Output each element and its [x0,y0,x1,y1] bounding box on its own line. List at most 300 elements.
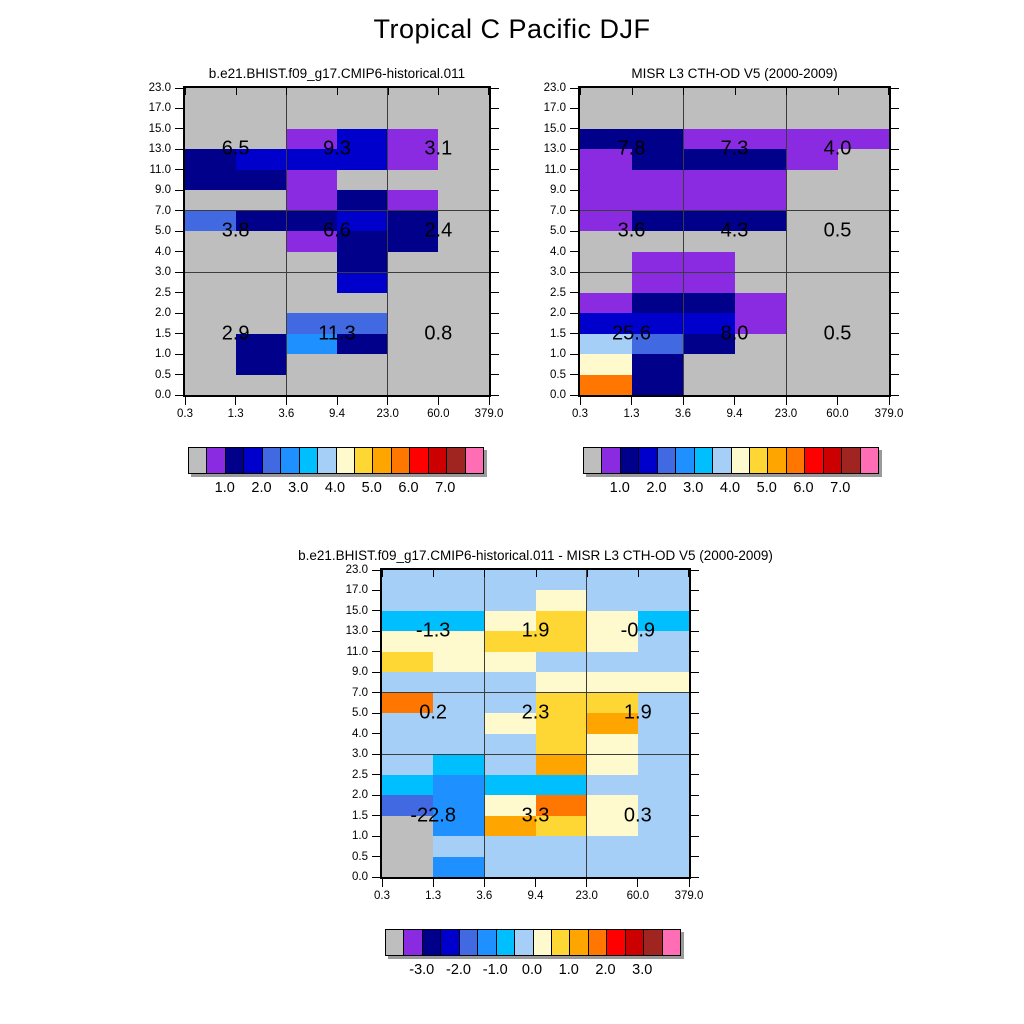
axis-tick [735,88,736,95]
section-value-label: 0.8 [424,322,453,345]
y-tick-label: 2.5 [155,286,171,299]
heatmap-cell [388,354,439,375]
y-tick-label: 17.0 [345,584,368,597]
axis-tick [175,128,183,129]
axis-tick [570,251,578,252]
heatmap-cell [382,652,434,673]
heatmap-cell [683,88,735,109]
heatmap-cell [337,170,388,191]
axis-tick [891,231,899,232]
heatmap-cell [286,88,337,109]
heatmap-cell [438,293,489,314]
axis-tick [372,815,380,816]
heatmap-cell [438,88,489,109]
heatmap-cell [580,293,632,314]
x-tick-label: 9.4 [527,890,544,902]
heatmap-cell [632,375,684,395]
colorbar-tick-label: 7.0 [435,480,456,496]
y-tick-label: 3.0 [155,266,171,279]
heatmap-cell [286,190,337,211]
grid-line [786,88,787,395]
axis-tick [891,108,899,109]
section-value-label: 3.6 [617,219,646,242]
heatmap-cell [433,775,485,796]
section-value-label: -22.8 [410,804,456,827]
axis-tick [631,397,632,405]
colorbar-tick-label: 5.0 [361,480,382,496]
axis-tick [891,251,899,252]
heatmap-cell [438,252,489,273]
heatmap-cell [632,252,684,273]
section-value-label: 0.3 [623,804,652,827]
grid-line [185,272,489,273]
heatmap-cell [638,775,689,796]
y-tick-label: 1.5 [352,809,368,822]
heatmap-cell [536,652,588,673]
colorbar-tick-label: 3.0 [632,962,653,978]
axis-tick [175,149,183,150]
y-tick-label: 2.5 [550,286,566,299]
axis-tick [372,856,380,857]
heatmap-cell [433,754,485,775]
y-tick-label: 13.0 [543,143,566,156]
y-tick-label: 15.0 [148,122,171,135]
heatmap-cell [484,857,536,877]
colorbar-segment [207,448,225,473]
axis-tick [638,570,639,577]
heatmap-cell [286,170,337,191]
heatmap-cell [580,272,632,293]
axis-tick [175,333,183,334]
section-value-label: 0.2 [419,701,448,724]
y-tick-label: 11.0 [346,645,368,658]
heatmap-cell [735,88,787,109]
heatmap-cell [185,252,236,273]
heatmap-cell [337,88,388,109]
heatmap-cell [286,375,337,395]
heatmap-cell [388,170,439,191]
axis-tick [236,88,237,95]
axis-tick [185,397,186,405]
y-tick-label: 13.0 [148,143,171,156]
heatmap-cell [838,354,890,375]
axis-tick [691,672,699,673]
heatmap-cell [735,272,787,293]
y-tick-label: 2.0 [155,307,171,320]
axis-tick [891,169,899,170]
colorbar-tick-label: 2.0 [251,480,272,496]
axis-tick [891,292,899,293]
axis-tick [837,397,838,405]
heatmap-cell [484,570,536,591]
axis-tick [382,570,383,577]
colorbar-segment [318,448,336,473]
y-tick-label: 1.5 [550,327,566,340]
colorbar-tick-label: 4.0 [719,480,741,496]
heatmap-cell [838,108,890,129]
y-tick-label: 1.5 [155,327,171,340]
axis-tick [891,190,899,191]
axis-tick [570,292,578,293]
heatmap-cell [185,190,236,211]
x-tick-label: 3.6 [278,408,295,420]
colorbar-segment [355,448,373,473]
grid-line [683,88,684,395]
heatmap-cell [438,354,489,375]
y-tick-label: 9.0 [155,184,171,197]
axis-tick [388,88,389,95]
heatmap-cell [236,170,287,191]
grid-line [387,88,388,395]
heatmap-cell [580,190,632,211]
axis-tick [683,88,684,95]
colorbar-segment [621,448,639,473]
y-tick-label: 5.0 [155,225,171,238]
heatmap-cell [638,590,689,611]
axis-tick [570,313,578,314]
axis-tick [372,651,380,652]
axis-tick [891,149,899,150]
heatmap-cell [433,652,485,673]
heatmap-cell [632,354,684,375]
heatmap-cell [786,190,838,211]
section-value-label: 11.3 [318,322,356,345]
heatmap-cell [587,570,639,591]
section-value-label: -0.9 [620,619,656,642]
heatmap-cell [236,375,287,395]
axis-tick [491,88,499,89]
colorbar-segment [189,448,207,473]
colorbar-segment [602,448,620,473]
heatmap-cell [580,88,632,109]
axis-tick [484,570,485,577]
heatmap-cell [433,590,485,611]
section-value-label: 7.3 [720,137,749,160]
axis-tick [570,169,578,170]
y-tick-label: 0.0 [550,389,566,401]
axis-tick [337,88,338,95]
axis-tick [891,88,899,89]
heatmap-cell [236,190,287,211]
heatmap-cell [786,252,838,273]
colorbar-segment [658,448,676,473]
y-tick-label: 2.5 [352,768,368,781]
axis-tick [491,333,499,334]
axis-tick [491,251,499,252]
colorbar-segment [386,930,404,955]
section-value-label: 3.1 [424,137,453,160]
axis-tick [786,397,787,405]
heatmap-cell [638,857,689,877]
axis-tick [691,590,699,591]
heatmap-cell [382,857,434,877]
axis-tick [175,272,183,273]
heatmap-cell [838,272,890,293]
panel-title: b.e21.BHIST.f09_g17.CMIP6-historical.011 - MISR L3 CTH-OD V5 (2000-2009) [298,548,773,563]
heatmap-cell [632,272,684,293]
axis-tick [888,88,889,95]
axis-tick [891,128,899,129]
heatmap-cell [236,354,287,375]
axis-tick [889,397,890,405]
axis-tick [691,713,699,714]
axis-tick [570,395,578,396]
heatmap-cell [337,252,388,273]
heatmap-cell [484,754,536,775]
colorbar-segment [676,448,694,473]
heatmap-cell [683,170,735,191]
colorbar-segment [663,930,680,955]
heatmap-cell [632,88,684,109]
colorbar-tick-label: 1.0 [609,480,630,496]
axis-tick [372,795,380,796]
axis-tick [535,879,536,887]
y-tick-label: 13.0 [345,625,368,638]
heatmap-cell [337,354,388,375]
colorbar-tick-label: 5.0 [756,480,777,496]
heatmap-cell [484,836,536,857]
y-tick-label: 11.0 [149,163,171,176]
heatmap-cell [632,190,684,211]
axis-tick [491,149,499,150]
axis-tick [570,128,578,129]
axis-tick [637,879,638,887]
colorbar-segment [410,448,428,473]
axis-tick [433,879,434,887]
colorbar-segment [392,448,410,473]
heatmap-cell [382,590,434,611]
colorbar-segment [787,448,805,473]
axis-tick [491,395,499,396]
x-tick-label: 60.0 [826,408,849,420]
heatmap-cell [786,354,838,375]
y-tick-label: 17.0 [148,102,171,115]
y-tick-label: 2.0 [352,789,368,802]
colorbar-tick-label: 2.0 [595,962,616,978]
axis-tick [691,774,699,775]
axis-tick [175,354,183,355]
axis-tick [372,692,380,693]
axis-tick [488,88,489,95]
axis-tick [891,333,899,334]
x-tick-label: 9.4 [726,408,743,420]
y-tick-label: 9.0 [352,666,368,679]
axis-tick [691,754,699,755]
colorbar-tick-label: 3.0 [288,480,309,496]
axis-tick [586,879,587,887]
section-value-label: 2.3 [521,701,550,724]
heatmap-cell [382,734,434,755]
axis-tick [491,231,499,232]
y-tick-label: 7.0 [352,686,368,699]
x-tick-label: 379.0 [674,890,704,902]
colorbar-tick-label: 2.0 [646,480,667,496]
axis-tick [372,713,380,714]
heatmap-cell [735,252,787,273]
heatmap-cell [683,108,735,129]
axis-tick [175,108,183,109]
y-tick-label: 11.0 [544,163,566,176]
section-value-label: 2.4 [424,219,453,242]
heatmap-cell [587,652,639,673]
y-tick-label: 5.0 [352,707,368,720]
colorbar-segment [644,930,662,955]
y-tick-label: 4.0 [155,245,171,258]
section-value-label: -1.3 [415,619,451,642]
heatmap-cell [587,672,639,693]
section-value-label: 7.8 [617,137,646,160]
heatmap-cell [286,293,337,314]
grid-line [580,210,889,211]
axis-tick [175,169,183,170]
axis-tick [570,108,578,109]
heatmap-cell [587,590,639,611]
axis-tick [891,272,899,273]
axis-tick [491,292,499,293]
axis-tick [891,210,899,211]
heatmap-cell [580,252,632,273]
section-value-label: 1.9 [623,701,652,724]
colorbar-tick-label: -2.0 [446,962,471,978]
heatmap-cell [587,775,639,796]
heatmap-cell [536,775,588,796]
x-tick-label: 1.3 [425,890,442,902]
axis-tick [372,570,380,571]
section-value-label: 3.8 [221,219,250,242]
grid-line [484,570,485,877]
x-tick-label: 3.6 [675,408,691,420]
axis-tick [838,88,839,95]
heatmap-cell [433,570,485,591]
section-value-label: 8.0 [720,322,749,345]
colorbar-segment [429,448,447,473]
heatmap-cell [536,857,588,877]
heatmap-cell [484,775,536,796]
heatmap-cell [337,375,388,395]
axis-tick [570,333,578,334]
heatmap-cell [388,108,439,129]
heatmap-cell [388,252,439,273]
axis-tick [175,374,183,375]
axis-tick [580,397,581,405]
heatmap-cell [185,293,236,314]
axis-tick [570,272,578,273]
x-tick-label: 1.3 [227,408,244,420]
axis-tick [691,692,699,693]
axis-tick [372,631,380,632]
heatmap-cell [536,672,588,693]
section-value-label: 2.9 [221,322,250,345]
axis-tick [491,128,499,129]
heatmap-cell [286,272,337,293]
grid-line [286,88,287,395]
axis-tick [438,88,439,95]
heatmap-cell [536,754,588,775]
y-tick-label: 5.0 [550,225,566,238]
x-tick-label: 23.0 [774,408,798,420]
heatmap-cell [838,375,890,395]
axis-tick [235,397,236,405]
y-tick-label: 4.0 [550,245,566,258]
heatmap-cell [683,190,735,211]
colorbar-segment [478,930,496,955]
heatmap-cell [632,293,684,314]
heatmap-cell [185,170,236,191]
axis-tick [570,88,578,89]
colorbar-segment [515,930,533,955]
heatmap-cell [632,170,684,191]
colorbar-segment [423,930,441,955]
heatmap-cell [286,252,337,273]
axis-tick [372,774,380,775]
axis-tick [484,879,485,887]
axis-tick [438,397,439,405]
heatmap-cell [433,836,485,857]
axis-tick [891,354,899,355]
colorbar-segment [750,448,768,473]
heatmap-cell [786,375,838,395]
colorbar-segment [713,448,731,473]
axis-tick [691,570,699,571]
grid-line [382,754,689,755]
heatmap-cell [536,734,588,755]
axis-tick [491,108,499,109]
x-tick-label: 60.0 [427,408,450,420]
heatmap-cell [786,108,838,129]
axis-tick [286,397,287,405]
colorbar-segment [570,930,588,955]
colorbar [583,447,879,474]
axis-tick [734,397,735,405]
axis-tick [570,374,578,375]
y-tick-label: 1.0 [155,348,171,361]
colorbar-segment [552,930,570,955]
axis-tick [580,88,581,95]
section-value-label: 1.9 [521,619,550,642]
colorbar-segment [805,448,823,473]
heatmap-cell [433,734,485,755]
heatmap-cell [580,108,632,129]
heatmap-cell [382,672,434,693]
grid-line [185,210,489,211]
axis-tick [286,88,287,95]
heatmap-cell [484,652,536,673]
heatmap-cell [438,190,489,211]
colorbar-segment [226,448,244,473]
colorbar-segment [584,448,602,473]
y-tick-label: 23.0 [345,564,368,576]
heatmap-cell [337,293,388,314]
heatmap-cell [638,836,689,857]
axis-tick [570,231,578,232]
heatmap-cell [683,293,735,314]
heatmap-cell [683,354,735,375]
y-tick-label: 0.0 [352,871,368,883]
heatmap-cell [438,108,489,129]
y-tick-label: 2.0 [550,307,566,320]
colorbar-segment [460,930,478,955]
heatmap-cell [484,734,536,755]
colorbar-segment [244,448,262,473]
axis-tick [691,877,699,878]
colorbar-segment [589,930,607,955]
axis-tick [587,570,588,577]
y-tick-label: 0.5 [155,368,171,381]
axis-tick [491,354,499,355]
heatmap-cell [580,170,632,191]
axis-tick [382,879,383,887]
axis-tick [570,190,578,191]
